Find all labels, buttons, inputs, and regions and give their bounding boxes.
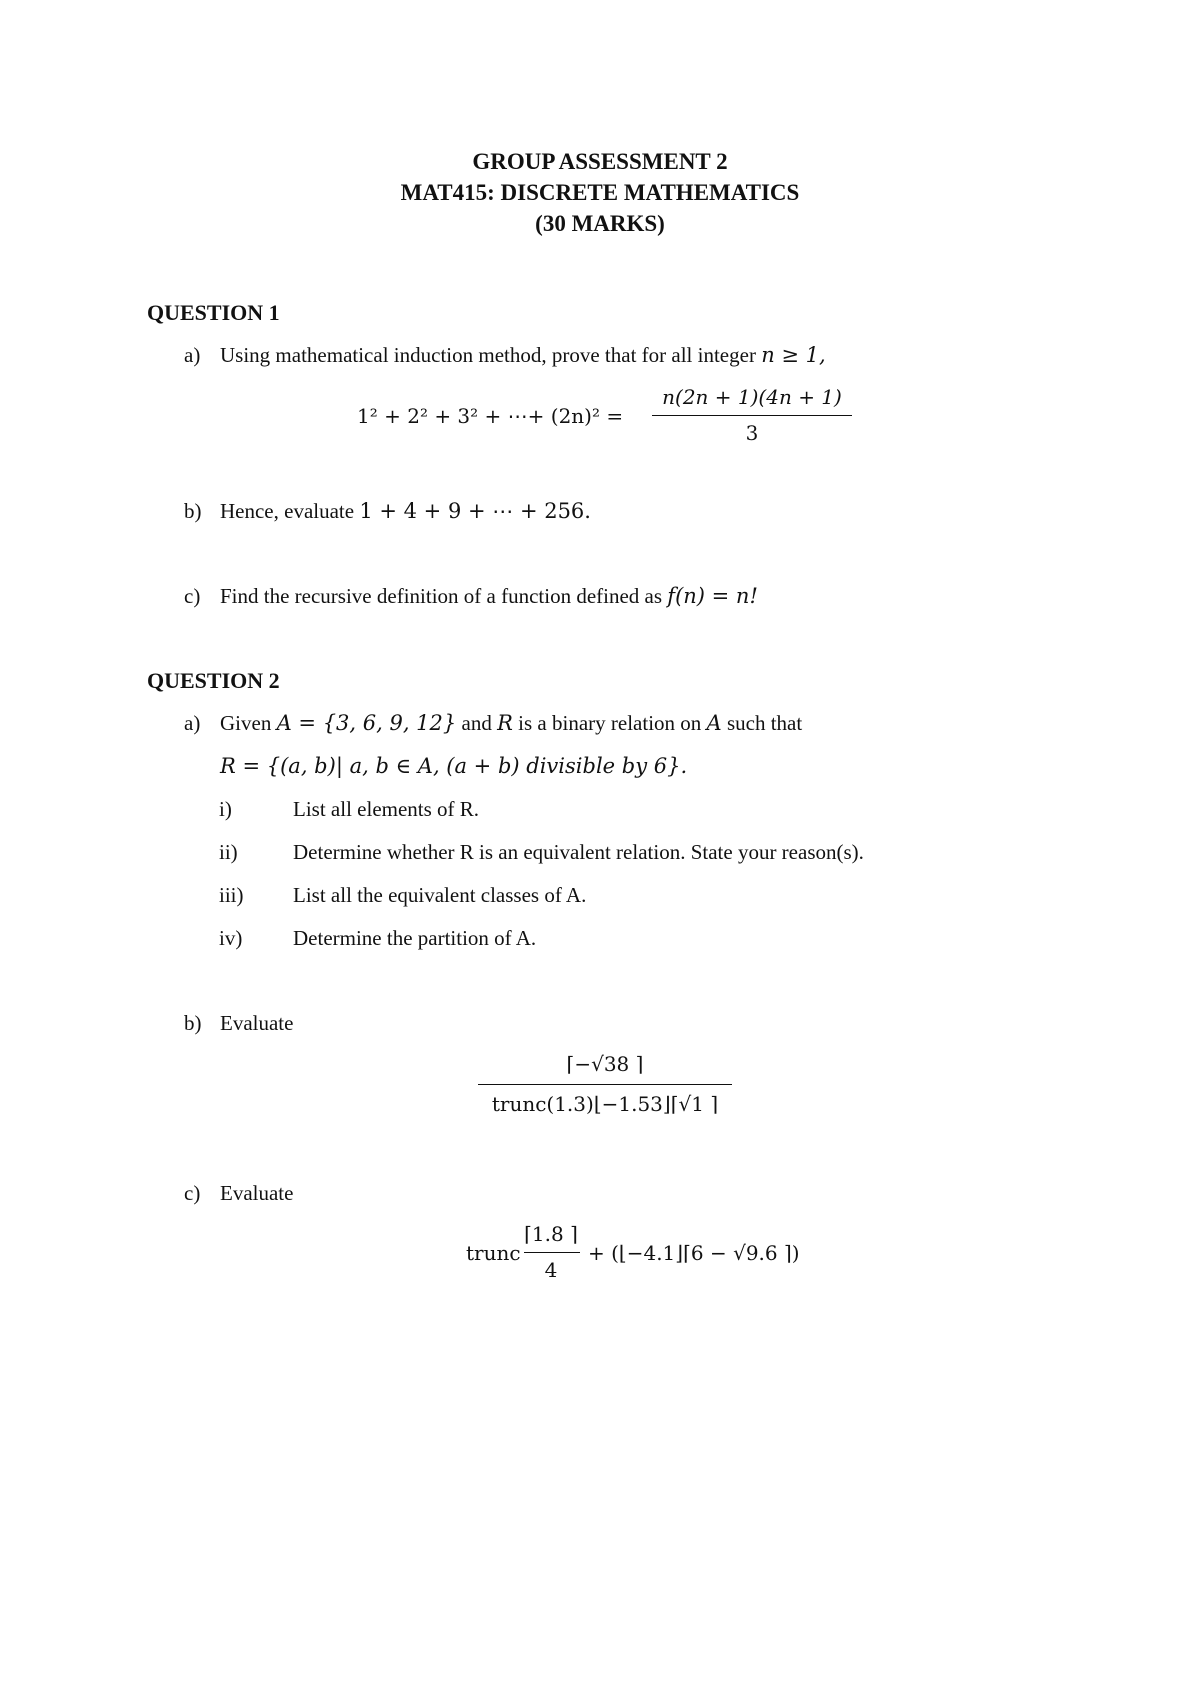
q1c-statement: Find the recursive definition of a function defined as xyxy=(220,584,663,608)
q2a-sub1-text: List all elements of R. xyxy=(293,797,480,821)
q2a-relation-expression: R = {(a, b)| a, b ∈ A, (a + b) divisible by 6}. xyxy=(220,754,688,778)
q2b-denominator: trunc(1.3)⌊−1.53⌋⌈√1 ⌉ xyxy=(491,1092,719,1116)
q1b-text xyxy=(220,499,591,524)
q1b-statement: Hence, evaluate xyxy=(220,499,355,523)
q1a-label: a) xyxy=(184,343,201,367)
q2a-label: a) xyxy=(184,711,201,735)
q2c-fraction-bar xyxy=(524,1252,580,1253)
q1c-expression: f(n) = n! xyxy=(667,584,758,608)
q1b-expression: 1 + 4 + 9 + ⋯ + 256. xyxy=(359,499,591,523)
q1a-numerator: n(2n + 1)(4n + 1) xyxy=(662,385,842,409)
q2a-sub1-label: i) xyxy=(219,797,232,821)
q1c-label: c) xyxy=(184,584,201,608)
q2c-trunc: trunc xyxy=(466,1241,521,1265)
q1a-statement: Using mathematical induction method, prove that for all integer xyxy=(220,343,756,367)
marks-title: (30 MARKS) xyxy=(535,211,665,236)
q2a-text xyxy=(220,711,802,736)
q2b-text: Evaluate xyxy=(220,1011,294,1035)
q2b-fraction-bar xyxy=(478,1084,732,1085)
q2a-rest: is a binary relation on xyxy=(518,711,702,735)
q2a-sub2-text: Determine whether R is an equivalent relation. State your reason(s). xyxy=(293,840,864,864)
q1a-fraction-bar xyxy=(652,415,852,416)
course-title: MAT415: DISCRETE MATHEMATICS xyxy=(400,180,800,205)
q2a-and: and xyxy=(461,711,492,735)
q2c-label: c) xyxy=(184,1181,201,1205)
q1a-denominator: 3 xyxy=(745,421,759,445)
q2a-set-a: A = {3, 6, 9, 12} xyxy=(276,711,457,735)
q2a-relation-symbol: R xyxy=(497,711,513,735)
q2a-sub3-text: List all the equivalent classes of A. xyxy=(293,883,587,907)
q1a-condition: n ≥ 1, xyxy=(761,343,826,367)
q2a-relation-definition xyxy=(220,754,687,779)
assessment-title: GROUP ASSESSMENT 2 xyxy=(472,149,728,174)
q2a-such-that: such that xyxy=(726,711,803,735)
q2c-suffix: + (⌊−4.1⌋⌈6 − √9.6 ⌉) xyxy=(588,1241,800,1265)
q2a-set-symbol: A xyxy=(706,711,722,735)
q2c-numerator: ⌈1.8 ⌉ xyxy=(524,1222,578,1246)
title-block xyxy=(0,146,1200,239)
q1b-label: b) xyxy=(184,499,202,523)
question-1-heading: QUESTION 1 xyxy=(147,300,280,325)
q1a-text xyxy=(220,343,826,368)
q2a-given: Given xyxy=(220,711,272,735)
q2c-text: Evaluate xyxy=(220,1181,294,1205)
q2c-denominator: 4 xyxy=(544,1258,558,1282)
q2a-sub4-label: iv) xyxy=(219,926,243,950)
q2b-numerator: ⌈−√38 ⌉ xyxy=(566,1052,644,1076)
q2a-sub3-label: iii) xyxy=(219,883,244,907)
q2a-sub2-label: ii) xyxy=(219,840,238,864)
question-2-heading: QUESTION 2 xyxy=(147,668,280,693)
q2b-label: b) xyxy=(184,1011,202,1035)
q1c-text xyxy=(220,584,758,609)
q1a-lhs: 1² + 2² + 3² + ⋯+ (2n)² = xyxy=(357,404,624,428)
q2a-sub4-text: Determine the partition of A. xyxy=(293,926,537,950)
